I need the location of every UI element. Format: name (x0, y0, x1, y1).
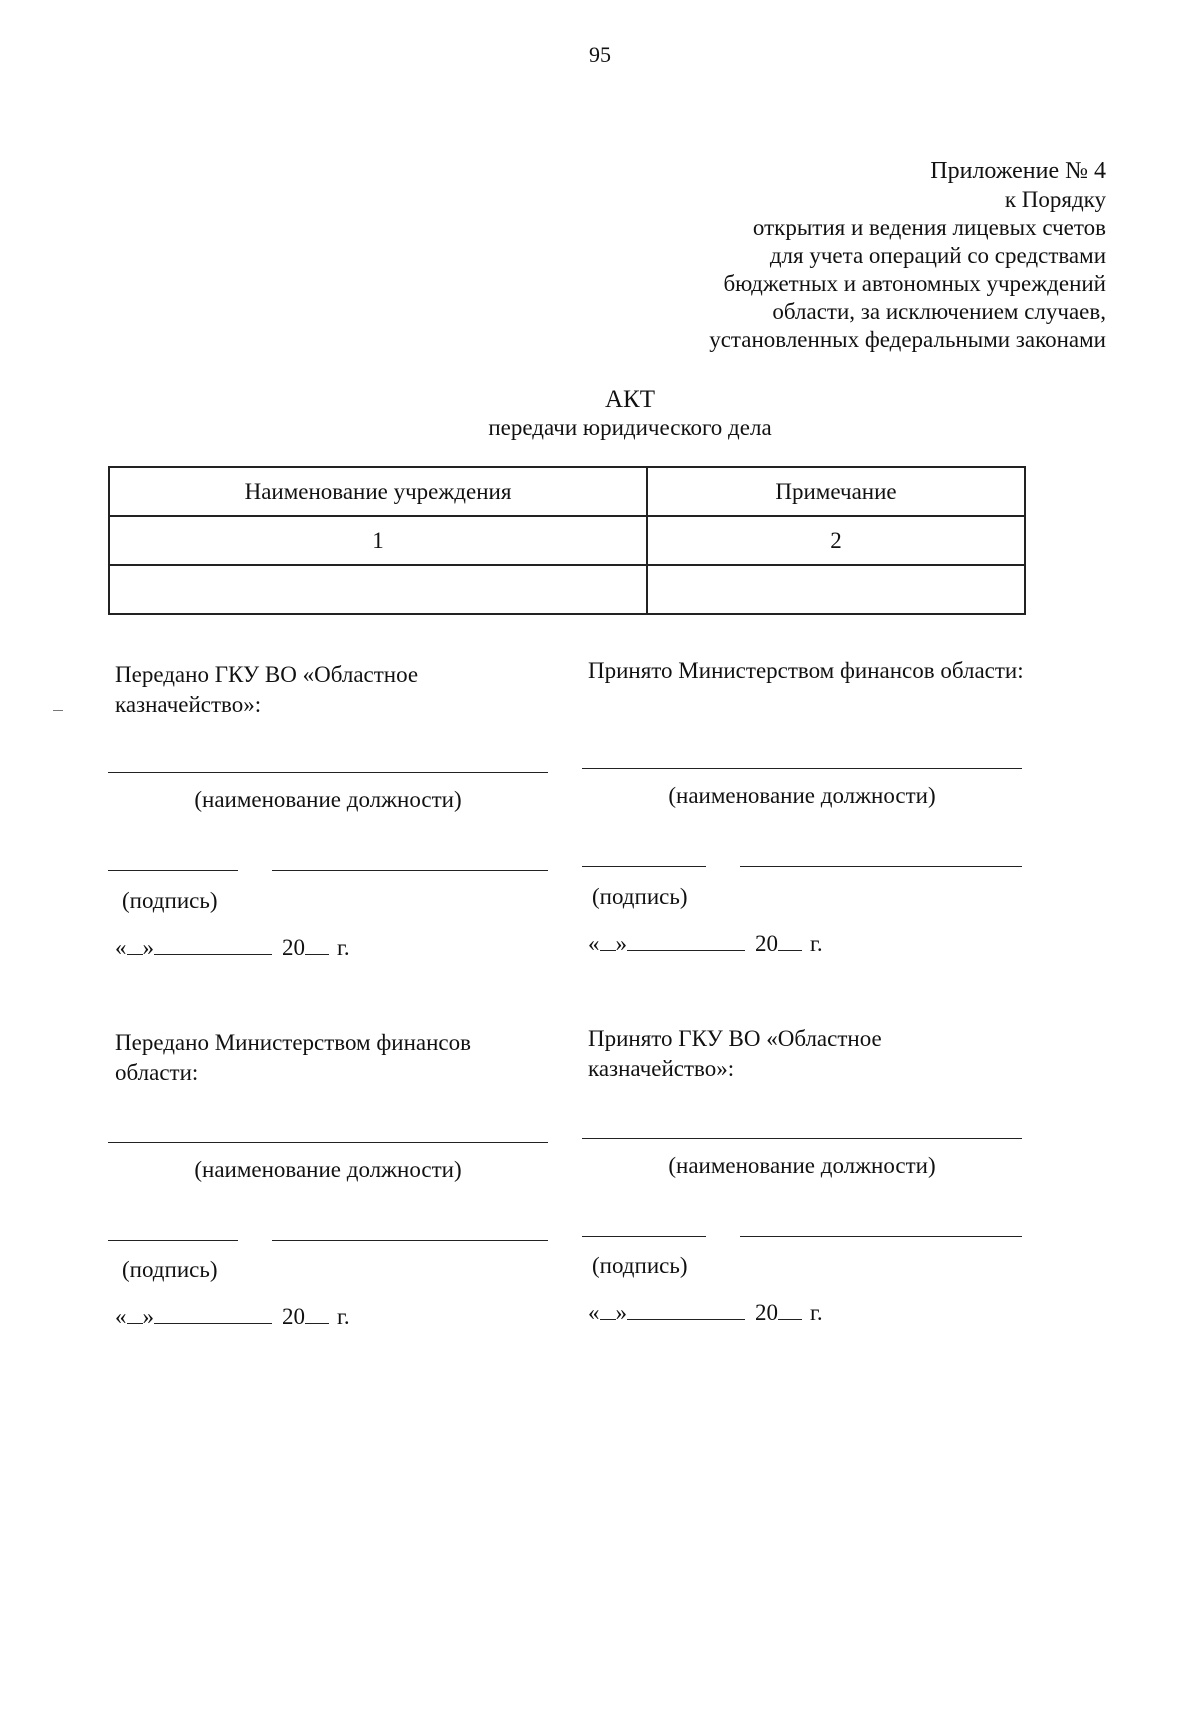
year-blank[interactable] (305, 934, 329, 955)
date-quote-open: « (588, 1300, 600, 1325)
date-year: 20 (755, 931, 778, 956)
table-header-row (109, 467, 1025, 516)
signature-line[interactable] (582, 1236, 706, 1237)
day-blank[interactable] (600, 1299, 616, 1320)
date-quote-open: « (588, 931, 600, 956)
name-line[interactable] (272, 870, 548, 871)
position-caption: (наименование должности) (668, 783, 936, 808)
date-suffix: г. (810, 1300, 823, 1325)
block2-right-title: Принято ГКУ ВО «Областное казначейство»: (588, 1026, 882, 1081)
day-blank[interactable] (600, 930, 616, 951)
name-line[interactable] (740, 866, 1022, 867)
appendix-line: установленных федеральными законами (709, 327, 1106, 352)
date-year: 20 (282, 1304, 305, 1329)
position-caption: (наименование должности) (194, 787, 462, 812)
table-cell-number: 1 (109, 516, 647, 565)
table-cell-number: 2 (647, 516, 1025, 565)
year-blank[interactable] (778, 1299, 802, 1320)
date-quote-close: » (615, 1300, 627, 1325)
table-cell-empty[interactable] (109, 565, 647, 614)
month-blank[interactable] (154, 934, 272, 955)
date-field[interactable] (588, 1299, 823, 1327)
date-quote-close: » (142, 1304, 154, 1329)
block1-right-title: Принято Министерством финансов области: (588, 658, 1024, 683)
month-blank[interactable] (154, 1303, 272, 1324)
appendix-line: бюджетных и автономных учреждений (723, 271, 1106, 296)
block1-left-title: Передано ГКУ ВО «Областное казначейство»: (115, 662, 419, 717)
signature-line[interactable] (108, 1240, 238, 1241)
date-quote-open: « (115, 935, 127, 960)
act-subtitle: передачи юридического дела (488, 415, 772, 440)
appendix-line: для учета операций со средствами (769, 243, 1106, 268)
date-year: 20 (282, 935, 305, 960)
date-quote-close: » (142, 935, 154, 960)
year-blank[interactable] (305, 1303, 329, 1324)
signature-line[interactable] (108, 870, 238, 871)
signature-caption: (подпись) (592, 884, 688, 909)
table-number-row (109, 516, 1025, 565)
position-line[interactable] (582, 1138, 1022, 1139)
name-line[interactable] (272, 1240, 548, 1241)
date-suffix: г. (810, 931, 823, 956)
month-blank[interactable] (627, 1299, 745, 1320)
appendix-line: к Порядку (1004, 187, 1106, 212)
table-header-note: Примечание (647, 467, 1025, 516)
position-line[interactable] (108, 772, 548, 773)
day-blank[interactable] (127, 934, 143, 955)
date-field[interactable] (115, 934, 350, 962)
date-year: 20 (755, 1300, 778, 1325)
date-quote-close: » (615, 931, 627, 956)
position-caption: (наименование должности) (194, 1157, 462, 1182)
page-number: 95 (589, 42, 611, 67)
table-header-institution: Наименование учреждения (109, 467, 647, 516)
table-cell-empty[interactable] (647, 565, 1025, 614)
position-line[interactable] (582, 768, 1022, 769)
appendix-header (546, 156, 1106, 354)
act-table (108, 466, 1026, 615)
name-line[interactable] (740, 1236, 1022, 1237)
position-line[interactable] (108, 1142, 548, 1143)
position-caption: (наименование должности) (668, 1153, 936, 1178)
appendix-line: области, за исключением случаев, (772, 299, 1106, 324)
appendix-line: открытия и ведения лицевых счетов (752, 215, 1106, 240)
signature-line[interactable] (582, 866, 706, 867)
signature-caption: (подпись) (122, 1257, 218, 1282)
month-blank[interactable] (627, 930, 745, 951)
table-row (109, 565, 1025, 614)
signature-caption: (подпись) (122, 888, 218, 913)
act-title: АКТ (605, 386, 655, 413)
date-suffix: г. (337, 1304, 350, 1329)
year-blank[interactable] (778, 930, 802, 951)
block2-left-title: Передано Министерством финансов области: (115, 1030, 471, 1085)
appendix-line: Приложение № 4 (930, 158, 1106, 184)
signature-caption: (подпись) (592, 1253, 688, 1278)
date-quote-open: « (115, 1304, 127, 1329)
scan-edge-mark (53, 710, 63, 711)
date-field[interactable] (588, 930, 823, 958)
date-field[interactable] (115, 1303, 350, 1331)
date-suffix: г. (337, 935, 350, 960)
day-blank[interactable] (127, 1303, 143, 1324)
